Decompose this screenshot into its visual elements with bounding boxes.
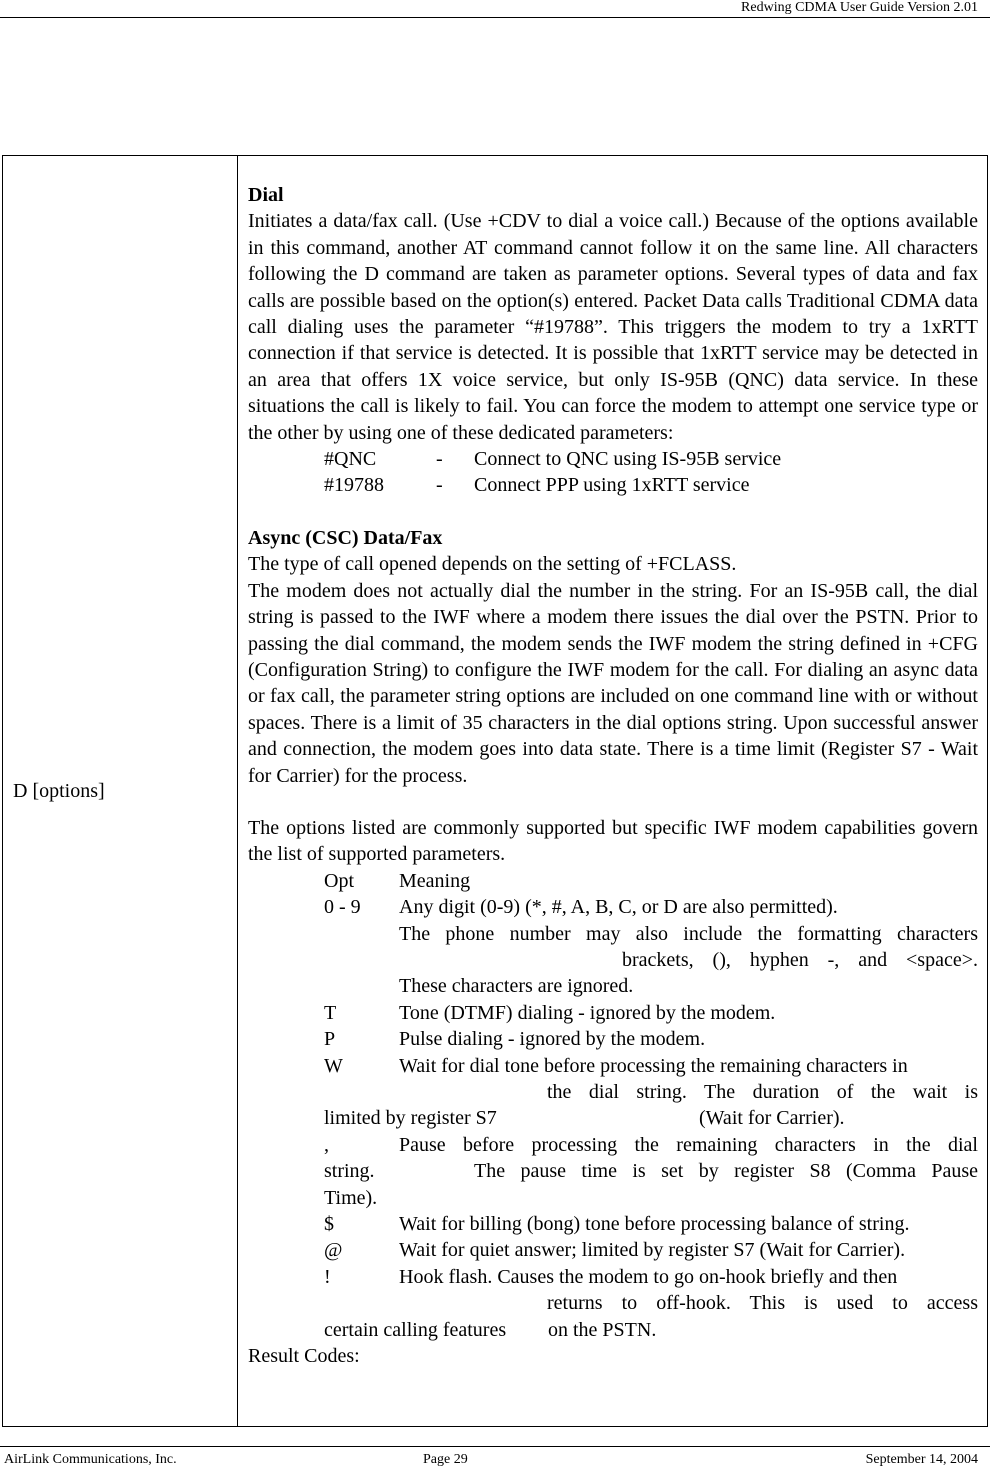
- option-desc: Wait for billing (bong) tone before processing balance of string.: [399, 1213, 910, 1236]
- option-continuation: [248, 1158, 978, 1184]
- option-continuation: [248, 1105, 978, 1131]
- option-row: [248, 1000, 978, 1026]
- param-code: #19788: [324, 474, 384, 497]
- option-code: P: [324, 1028, 336, 1051]
- option-desc: Pulse dialing - ignored by the modem.: [399, 1028, 706, 1051]
- format-line: The phone number may also include the formatting characters: [399, 922, 978, 945]
- option-desc: Hook flash. Causes the modem to go on-hook briefly and then: [399, 1265, 898, 1288]
- opt-column-header: Opt: [324, 869, 354, 892]
- param-dash: -: [436, 474, 443, 497]
- options-intro: The options listed are commonly supported but specific IWF modem capabilities govern the list of supported parameters.: [248, 816, 978, 866]
- option-code: ,: [324, 1133, 329, 1156]
- dial-intro: Initiates a data/fax call. (Use +CDV to dial a voice call.) Because of the options available in this command, another AT command cannot follow it on the same line. All characters following the D command are taken as parameter options. Several types of data and fax calls are possible based on the option(s) entered. Packet Data calls Traditional CDMA data call dialing uses the parameter “#19788”. This triggers the modem to try a 1xRTT connection if that service is detected. It is possible that 1xRTT service may be detected in an area that offers 1X voice service, but only IS-95B (QNC) data service. In these situations the call is likely to fail. You can force the modem to attempt one service type or the other by using one of these dedicated parameters:: [248, 210, 978, 444]
- option-desc: Any digit (0-9) (*, #, A, B, C, or D are also permitted).: [399, 896, 838, 919]
- page-header: Redwing CDMA User Guide Version 2.01: [741, 0, 978, 15]
- result-codes-label: Result Codes:: [248, 1345, 360, 1368]
- footer-company: AirLink Communications, Inc.: [4, 1452, 177, 1467]
- param-dash: -: [436, 448, 443, 471]
- spacer: [248, 789, 978, 815]
- option-code: 0 - 9: [324, 896, 361, 919]
- option-row: [248, 1026, 978, 1052]
- option-desc: Wait for dial tone before processing the remaining characters in: [399, 1054, 908, 1077]
- description-cell: [238, 156, 988, 1427]
- option-code: T: [324, 1001, 337, 1024]
- option-row: [248, 1053, 978, 1079]
- param-desc: Connect to QNC using IS-95B service: [474, 448, 782, 471]
- command-table: [2, 155, 988, 1427]
- async-line: The type of call opened depends on the setting of +FCLASS.: [248, 553, 737, 576]
- option-continuation: returns to off-hook. This is used to access: [547, 1292, 978, 1315]
- option-desc: on the PSTN.: [548, 1318, 657, 1341]
- option-desc: limited by register S7: [324, 1107, 497, 1130]
- async-heading: Async (CSC) Data/Fax: [248, 526, 443, 549]
- spacer: [248, 499, 978, 525]
- command-name: D [options]: [13, 779, 105, 802]
- option-code: $: [324, 1213, 334, 1236]
- option-desc: string.: [324, 1160, 375, 1183]
- option-continuation: [248, 1317, 978, 1343]
- param-row: [248, 472, 978, 498]
- option-row: [248, 1132, 978, 1158]
- param-desc: Connect PPP using 1xRTT service: [474, 474, 750, 497]
- meaning-column-header: Meaning: [399, 869, 471, 892]
- footer-page-number: Page 29: [423, 1452, 468, 1467]
- option-desc: Tone (DTMF) dialing - ignored by the modem.: [399, 1001, 776, 1024]
- option-code: W: [324, 1054, 343, 1077]
- option-desc: Pause before processing the remaining characters in the dial: [399, 1133, 978, 1156]
- option-desc: certain calling features: [324, 1318, 507, 1341]
- option-row: [248, 1264, 978, 1290]
- header-rule: [0, 17, 990, 18]
- option-row: [248, 1211, 978, 1237]
- param-code: #QNC: [324, 448, 377, 471]
- option-continuation: the dial string. The duration of the wait is: [547, 1081, 978, 1103]
- option-code: !: [324, 1265, 331, 1288]
- param-row: [248, 446, 978, 472]
- footer-rule: [0, 1446, 990, 1447]
- command-cell: [3, 156, 238, 1427]
- option-desc: The pause time is set by register S8 (Comma Pause: [474, 1160, 978, 1183]
- option-continuation: Time).: [324, 1186, 378, 1209]
- option-row: [248, 1237, 978, 1263]
- option-continuation: [248, 921, 978, 1000]
- option-desc: (Wait for Carrier).: [699, 1107, 845, 1130]
- option-row: [248, 894, 978, 920]
- format-line: These characters are ignored.: [399, 975, 634, 998]
- option-code: @: [324, 1239, 343, 1262]
- dial-heading: Dial: [248, 184, 284, 206]
- options-header-row: [248, 868, 978, 894]
- option-desc: Wait for quiet answer; limited by register S7 (Wait for Carrier).: [399, 1239, 906, 1262]
- footer-date: September 14, 2004: [865, 1452, 978, 1467]
- format-line: brackets, (), hyphen -, and <space>.: [622, 948, 978, 971]
- async-paragraph: The modem does not actually dial the number in the string. For an IS-95B call, the dial string is passed to the IWF where a modem there issues the dial over the PSTN. Prior to passing the dial command, the modem sends the IWF modem the string defined in +CFG (Configuration String) to configure the IWF modem for the call. For dialing an async data or fax call, the parameter string options are included on one command line with or without spaces. There is a limit of 35 characters in the dial options string. Upon successful answer and connection, the modem goes into data state. There is a time limit (Register S7 - Wait for Carrier) for the process.: [248, 579, 978, 787]
